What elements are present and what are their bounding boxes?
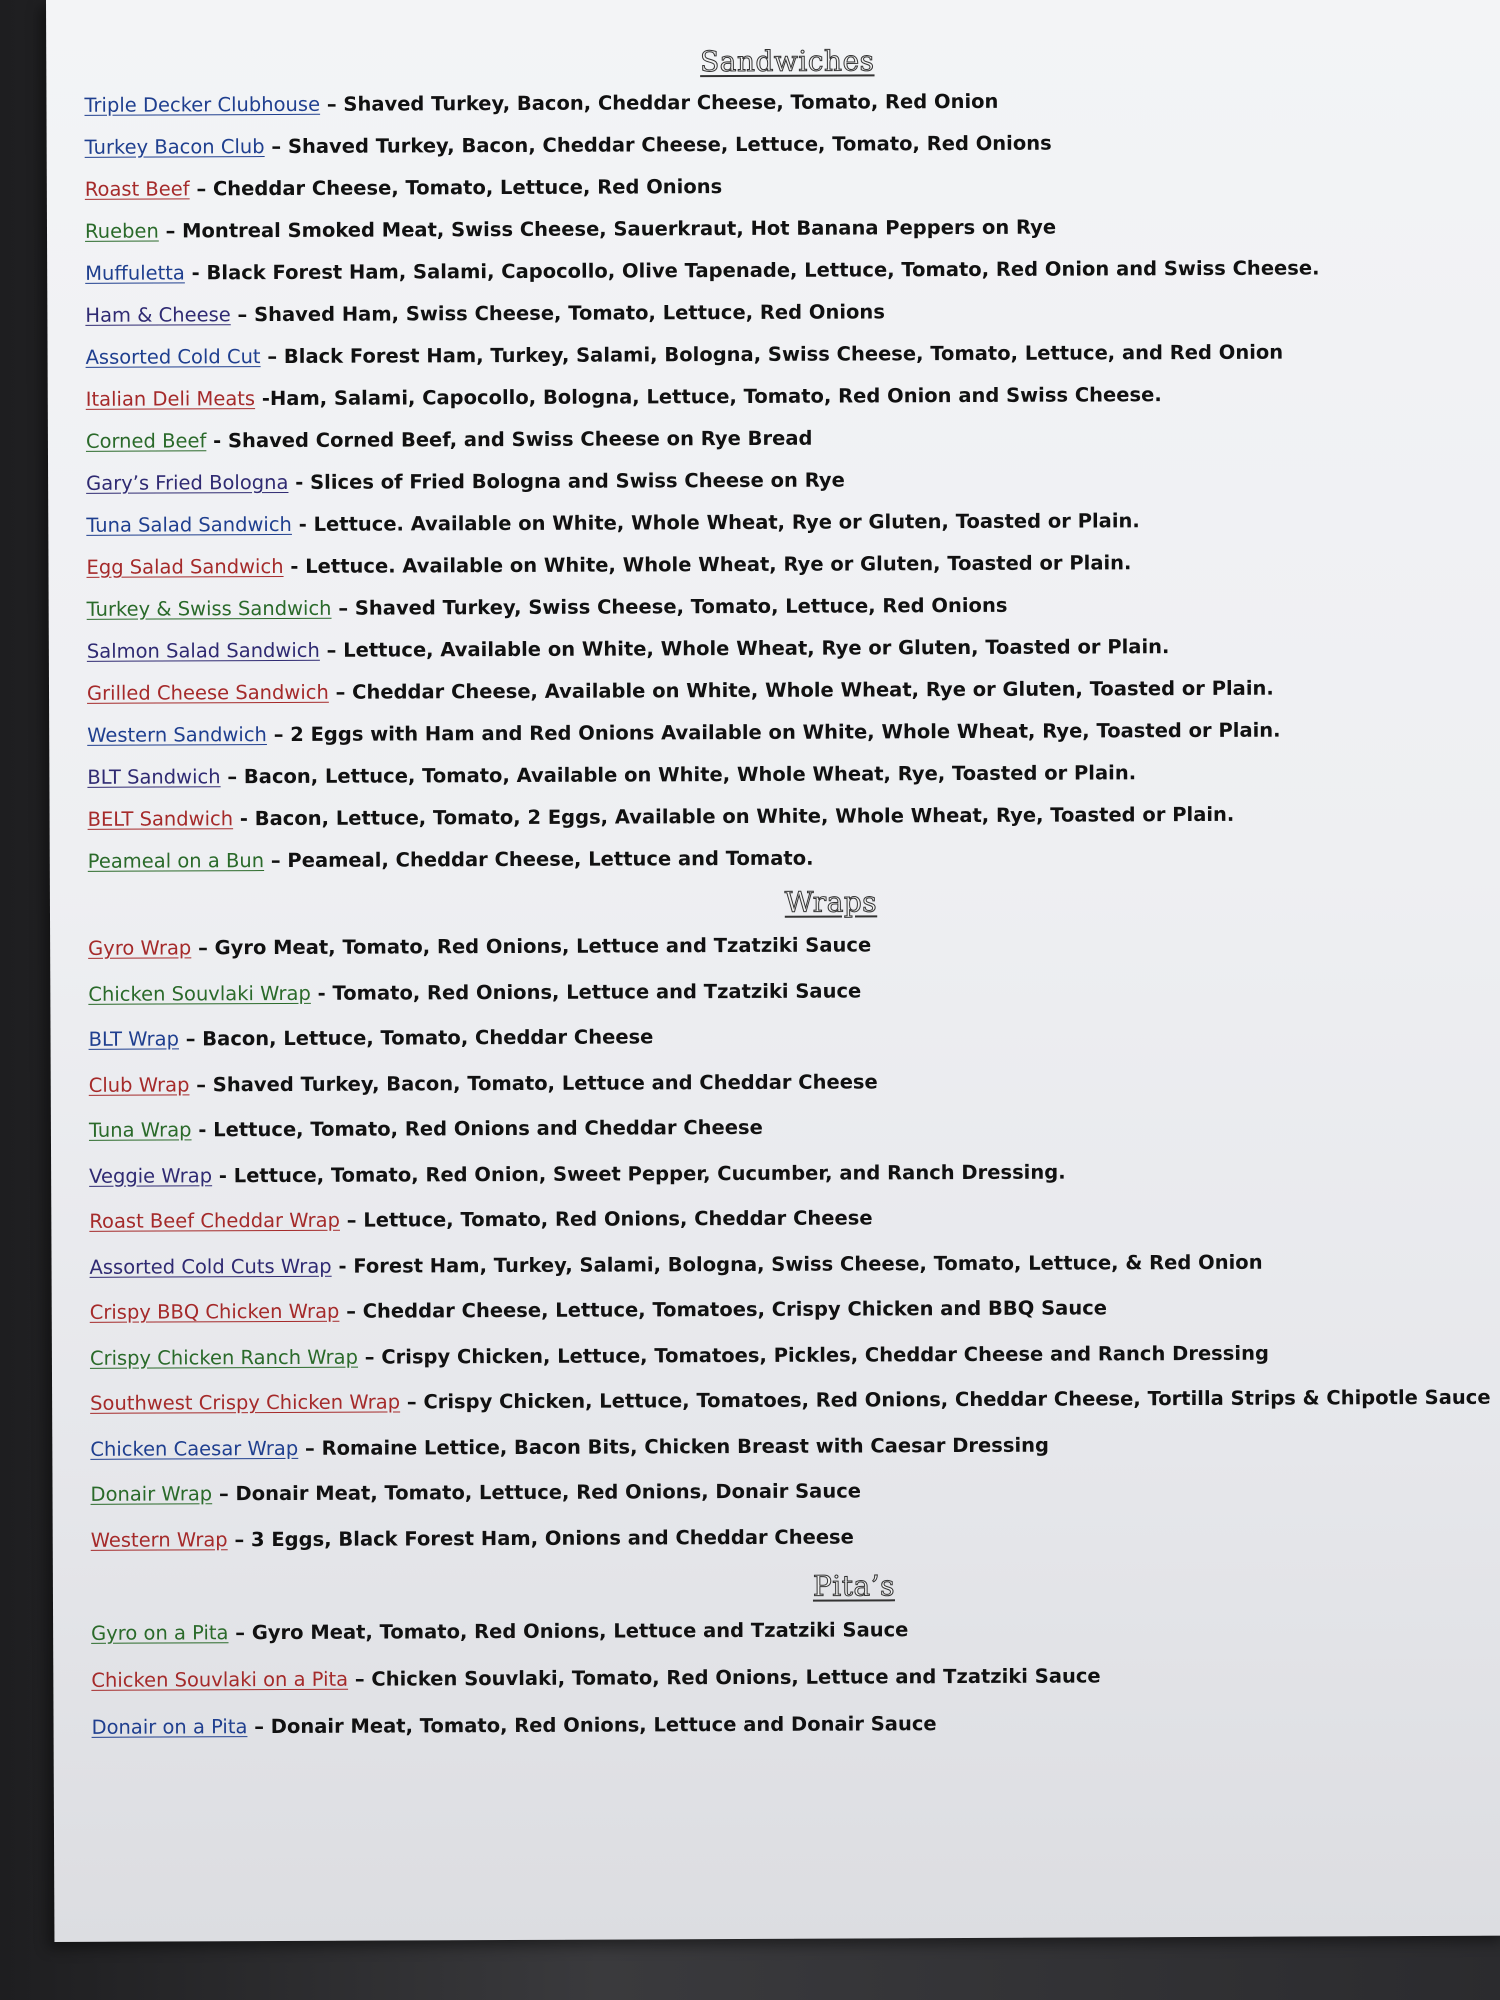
menu-item — [90, 1329, 1466, 1381]
menu-item — [89, 1147, 1465, 1199]
menu-item-name: Tuna Wrap — [88, 1118, 192, 1142]
menu-item-name: Chicken Caesar Wrap — [90, 1436, 299, 1461]
menu-item — [85, 289, 1461, 337]
menu-item-description: – Peameal, Cheddar Cheese, Lettuce and Tomato. — [264, 846, 814, 873]
menu-item-description: - Lettuce. Available on White, Whole Wheat, Rye or Gluten, Toasted or Plain. — [283, 551, 1132, 578]
menu-item — [91, 1604, 1467, 1657]
menu-item-name: BLT Sandwich — [87, 765, 221, 789]
menu-item — [87, 625, 1463, 673]
menu-item-description: – Shaved Turkey, Swiss Cheese, Tomato, Lettuce, Red Onions — [331, 593, 1008, 620]
menu-item — [85, 247, 1461, 295]
menu-item-description: - Slices of Fried Bologna and Swiss Cheese on Rye — [288, 468, 845, 494]
menu-item-name: Crispy BBQ Chicken Wrap — [89, 1299, 340, 1324]
menu-item-description: – Shaved Turkey, Bacon, Cheddar Cheese, Lettuce, Tomato, Red Onions — [264, 131, 1052, 159]
menu-item-name: Peameal on a Bun — [87, 849, 265, 873]
menu-item-name: Grilled Cheese Sandwich — [86, 680, 329, 705]
menu-item-description: – Cheddar Cheese, Tomato, Lettuce, Red Onions — [189, 175, 723, 201]
menu-item-name: Turkey Bacon Club — [84, 135, 265, 159]
menu-item-name: Donair on a Pita — [91, 1715, 248, 1739]
menu-item-description: – Crispy Chicken, Lettuce, Tomatoes, Pickles, Cheddar Cheese and Ranch Dressing — [357, 1341, 1269, 1369]
menu-item-name: Donair Wrap — [90, 1482, 213, 1506]
sandwiches-list — [84, 79, 1463, 883]
menu-item-description: - Forest Ham, Turkey, Salami, Bologna, Swiss Cheese, Tomato, Lettuce, & Red Onion — [331, 1250, 1263, 1278]
menu-item-name: Turkey & Swiss Sandwich — [86, 596, 332, 621]
menu-item-name: Chicken Souvlaki Wrap — [88, 981, 311, 1006]
menu-item-name: Muffuletta — [85, 261, 185, 285]
menu-item — [91, 1651, 1467, 1704]
menu-item-description: – Cheddar Cheese, Available on White, Whole Wheat, Rye or Gluten, Toasted or Plain. — [328, 676, 1274, 704]
menu-item — [91, 1511, 1467, 1563]
menu-item-description: - Lettuce, Tomato, Red Onions and Cheddar Cheese — [191, 1115, 763, 1142]
menu-item — [90, 1420, 1466, 1472]
menu-item — [89, 1238, 1465, 1290]
menu-item-name: Corned Beef — [85, 429, 207, 453]
menu-item-description: – Romaine Lettice, Bacon Bits, Chicken Breast with Caesar Dressing — [298, 1433, 1050, 1460]
menu-item-description: – Gyro Meat, Tomato, Red Onions, Lettuce and Tzatziki Sauce — [191, 933, 872, 960]
menu-item-description: – Cheddar Cheese, Lettuce, Tomatoes, Crispy Chicken and BBQ Sauce — [339, 1296, 1108, 1323]
menu-item-name: Crispy Chicken Ranch Wrap — [89, 1345, 359, 1370]
menu-item — [91, 1698, 1467, 1751]
menu-item-name: Gary’s Fried Bologna — [86, 470, 289, 495]
menu-item-description: – Crispy Chicken, Lettuce, Tomatoes, Red Onions, Cheddar Cheese, Tortilla Strips & Chipotle Sauce — [400, 1385, 1491, 1414]
menu-item-description: – Donair Meat, Tomato, Red Onions, Lettuce and Donair Sauce — [247, 1712, 937, 1739]
menu-item-description: – Lettuce, Available on White, Whole Wheat, Rye or Gluten, Toasted or Plain. — [319, 635, 1170, 662]
menu-item — [88, 1011, 1464, 1063]
menu-item-name: Tuna Salad Sandwich — [86, 512, 292, 537]
menu-item — [85, 205, 1461, 253]
menu-item — [89, 1056, 1465, 1108]
menu-item-name: Gyro Wrap — [88, 936, 192, 960]
sandwiches-heading: Sandwiches — [699, 44, 875, 79]
menu-item — [89, 1193, 1465, 1245]
menu-item-description: – Shaved Ham, Swiss Cheese, Tomato, Lettuce, Red Onions — [230, 300, 885, 327]
menu-item — [89, 1102, 1465, 1154]
menu-item-description: – Bacon, Lettuce, Tomato, Cheddar Cheese — [178, 1025, 654, 1051]
menu-item-description: – Montreal Smoked Meat, Swiss Cheese, Sauerkraut, Hot Banana Peppers on Rye — [158, 215, 1057, 243]
menu-item-name: Rueben — [84, 219, 159, 243]
pitas-list — [91, 1604, 1468, 1751]
menu-item-name: Roast Beef — [84, 177, 190, 201]
menu-item-description: – Chicken Souvlaki, Tomato, Red Onions, Lettuce and Tzatziki Sauce — [348, 1664, 1101, 1691]
menu-item-description: - Bacon, Lettuce, Tomato, 2 Eggs, Available on White, Whole Wheat, Rye, Toasted or Plain. — [233, 802, 1235, 831]
menu-item-name: Veggie Wrap — [89, 1163, 213, 1188]
menu-item — [88, 965, 1464, 1017]
menu-item-name: Western Wrap — [90, 1527, 228, 1552]
menu-item-name: Gyro on a Pita — [91, 1621, 229, 1645]
menu-page — [46, 0, 1500, 1942]
menu-item-description: – Bacon, Lettuce, Tomato, Available on White, Whole Wheat, Rye, Toasted or Plain. — [220, 761, 1137, 789]
menu-item — [84, 79, 1460, 127]
menu-item-name: Egg Salad Sandwich — [86, 554, 284, 579]
menu-item-name: Triple Decker Clubhouse — [84, 92, 321, 117]
menu-item-name: Roast Beef Cheddar Wrap — [89, 1208, 341, 1233]
menu-item-name: BLT Wrap — [88, 1027, 180, 1051]
menu-item-description: – Gyro Meat, Tomato, Red Onions, Lettuce and Tzatziki Sauce — [228, 1618, 909, 1645]
menu-item — [87, 667, 1463, 715]
menu-item — [86, 457, 1462, 505]
wraps-list — [88, 920, 1491, 1563]
menu-item-name: BELT Sandwich — [87, 807, 234, 831]
menu-item-name: Italian Deli Meats — [85, 387, 256, 411]
menu-item-description: – Black Forest Ham, Turkey, Salami, Bologna, Swiss Cheese, Tomato, Lettuce, and Red Onion — [260, 340, 1284, 369]
menu-item — [87, 751, 1463, 799]
menu-item-name: Ham & Cheese — [85, 303, 231, 327]
menu-item-description: - Tomato, Red Onions, Lettuce and Tzatziki Sauce — [310, 978, 862, 1005]
menu-item — [88, 835, 1464, 883]
menu-item-name: Assorted Cold Cut — [85, 345, 261, 369]
menu-item — [86, 541, 1462, 589]
menu-item-description: -Ham, Salami, Capocollo, Bologna, Lettuce, Tomato, Red Onion and Swiss Cheese. — [255, 383, 1162, 411]
menu-item — [86, 373, 1462, 421]
menu-item — [87, 583, 1463, 631]
pitas-heading: Pita’s — [812, 1569, 895, 1603]
menu-item — [88, 920, 1464, 972]
menu-item — [87, 793, 1463, 841]
menu-item — [90, 1284, 1466, 1336]
menu-item-description: - Shaved Corned Beef, and Swiss Cheese on Rye Bread — [206, 426, 813, 453]
menu-item-description: – 3 Eggs, Black Forest Ham, Onions and Cheddar Cheese — [227, 1524, 854, 1551]
menu-item-description: - Lettuce. Available on White, Whole Wheat, Rye or Gluten, Toasted or Plain. — [291, 509, 1140, 536]
menu-item-description: – Shaved Turkey, Bacon, Tomato, Lettuce and Cheddar Cheese — [189, 1069, 878, 1096]
menu-item — [90, 1466, 1466, 1518]
menu-item-description: - Lettuce, Tomato, Red Onion, Sweet Pepper, Cucumber, and Ranch Dressing. — [212, 1160, 1066, 1187]
menu-item — [90, 1375, 1491, 1427]
menu-item-name: Chicken Souvlaki on a Pita — [91, 1667, 349, 1692]
menu-item — [86, 499, 1462, 547]
menu-item-name: Assorted Cold Cuts Wrap — [89, 1254, 332, 1279]
wraps-heading: Wraps — [784, 885, 878, 919]
menu-item-name: Salmon Salad Sandwich — [86, 638, 320, 663]
menu-item-description: - Black Forest Ham, Salami, Capocollo, Olive Tapenade, Lettuce, Tomato, Red Onion and Swiss Cheese. — [184, 256, 1320, 285]
menu-item-description: – Donair Meat, Tomato, Lettuce, Red Onions, Donair Sauce — [212, 1479, 862, 1506]
menu-item-description: – Lettuce, Tomato, Red Onions, Cheddar Cheese — [339, 1206, 873, 1232]
menu-item-name: Western Sandwich — [87, 723, 267, 747]
menu-item — [85, 163, 1461, 211]
menu-item-name: Southwest Crispy Chicken Wrap — [90, 1390, 401, 1415]
menu-item — [87, 709, 1463, 757]
menu-item-description: – 2 Eggs with Ham and Red Onions Available on White, Whole Wheat, Rye, Toasted or Plain. — [266, 718, 1281, 747]
menu-item — [86, 415, 1462, 463]
menu-item — [85, 121, 1461, 169]
menu-item-description: – Shaved Turkey, Bacon, Cheddar Cheese, Tomato, Red Onion — [320, 89, 999, 116]
menu-item — [85, 331, 1461, 379]
menu-item-name: Club Wrap — [88, 1072, 190, 1097]
